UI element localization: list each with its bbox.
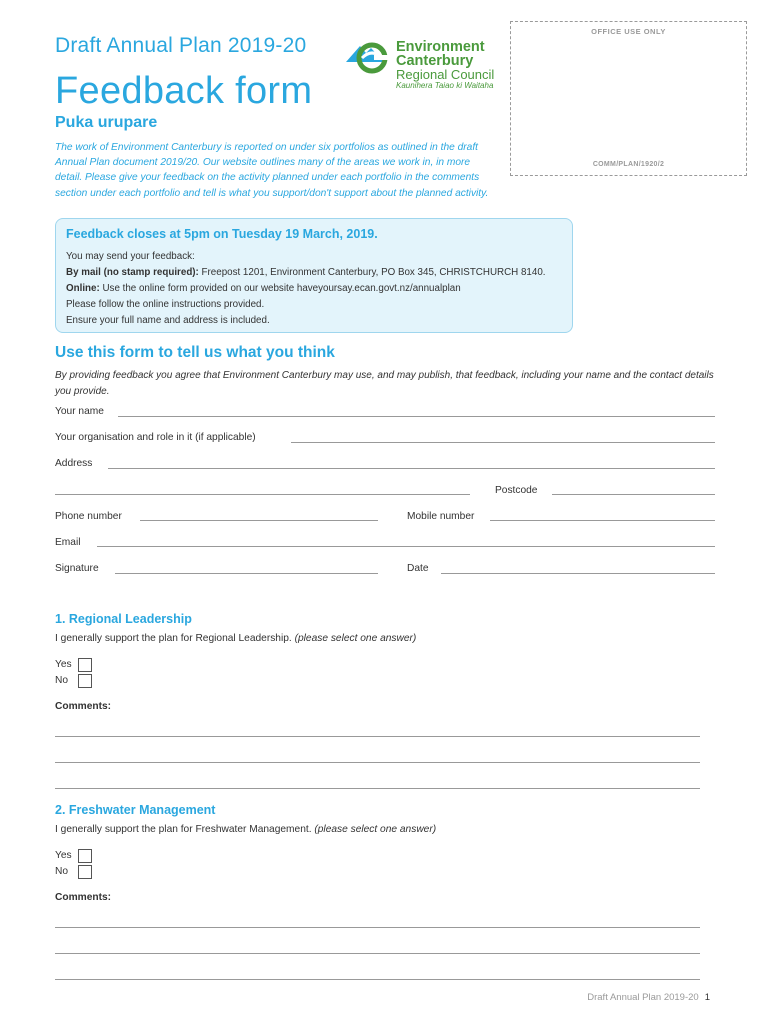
logo-text-line4: Kaunihera Taiao ki Waitaha	[396, 81, 494, 90]
date-label: Date	[407, 563, 429, 574]
no-label: No	[55, 675, 69, 686]
section-regional-leadership-heading: 1. Regional Leadership	[55, 612, 192, 626]
comment-line[interactable]	[55, 788, 700, 789]
online-follow-instructions: Please follow the online instructions provided.	[66, 299, 265, 310]
office-use-box	[510, 21, 747, 176]
postcode-field[interactable]	[552, 494, 715, 495]
comment-line[interactable]	[55, 953, 700, 954]
logo-mark-icon	[344, 38, 394, 74]
signature-label: Signature	[55, 563, 99, 574]
comment-line[interactable]	[55, 736, 700, 737]
section-freshwater-prompt	[55, 824, 436, 835]
regional-leadership-yes-checkbox[interactable]	[78, 658, 92, 672]
ensure-name-note: Ensure your full name and address is included.	[66, 315, 270, 326]
email-field[interactable]	[97, 546, 715, 547]
footer-text: Draft Annual Plan 2019-20	[587, 992, 699, 1003]
freshwater-yes-checkbox[interactable]	[78, 849, 92, 863]
phone-label: Phone number	[55, 511, 122, 522]
logo-text-line2: Canterbury	[396, 53, 474, 69]
comment-line[interactable]	[55, 762, 700, 763]
prompt-hint: (please select one answer)	[294, 633, 417, 644]
page-footer	[587, 992, 710, 1003]
address-field-line2[interactable]	[55, 494, 470, 495]
feedback-deadline: Feedback closes at 5pm on Tuesday 19 March, 2019.	[66, 227, 378, 241]
name-field[interactable]	[118, 416, 715, 417]
comments-label: Comments:	[55, 701, 112, 712]
address-field[interactable]	[108, 468, 715, 469]
prompt-hint: (please select one answer)	[314, 824, 437, 835]
prompt-text: I generally support the plan for Regional Leadership.	[55, 633, 292, 644]
online-instructions	[66, 283, 461, 294]
consent-statement: By providing feedback you agree that Environment Canterbury may use, and may publish, that feedback, including your name and the contact details you provide.	[55, 370, 714, 397]
form-subtitle: Puka urupare	[55, 114, 158, 131]
address-label: Address	[55, 458, 93, 469]
name-label: Your name	[55, 406, 104, 417]
mobile-field[interactable]	[490, 520, 715, 521]
regional-leadership-no-checkbox[interactable]	[78, 674, 92, 688]
intro-paragraph: The work of Environment Canterbury is reported on under six portfolios as outlined in the draft Annual Plan document 2019/20. Our website outlines many of the areas we work in, in more detail. Please give your feedback on the activity planned under each portfolio in the comments section under each portfolio and tell is what you support/don't support about the planned activity.	[55, 142, 489, 199]
feedback-info-box	[55, 218, 573, 333]
email-label: Email	[55, 537, 81, 548]
section-regional-leadership-prompt	[55, 633, 416, 644]
online-label: Online:	[66, 283, 100, 294]
logo-text-line1: Environment	[396, 39, 485, 55]
signature-field[interactable]	[115, 573, 378, 574]
mail-instructions	[66, 267, 546, 278]
mobile-label: Mobile number	[407, 511, 475, 522]
comments-label: Comments:	[55, 892, 112, 903]
organisation-label: Your organisation and role in it (if applicable)	[55, 432, 256, 443]
date-field[interactable]	[441, 573, 715, 574]
logo-text-line3: Regional Council	[396, 67, 495, 82]
phone-field[interactable]	[140, 520, 378, 521]
freshwater-no-checkbox[interactable]	[78, 865, 92, 879]
office-use-title: OFFICE USE ONLY	[591, 27, 666, 36]
online-text: Use the online form provided on our website haveyoursay.ecan.govt.nz/annualplan	[99, 283, 461, 294]
page-number: 1	[704, 992, 710, 1003]
ecan-logo	[344, 38, 504, 92]
plan-title: Draft Annual Plan 2019-20	[55, 34, 307, 57]
form-heading: Use this form to tell us what you think	[55, 344, 335, 361]
mail-text: Freepost 1201, Environment Canterbury, PO Box 345, CHRISTCHURCH 8140.	[198, 267, 546, 278]
form-title: Feedback form	[55, 70, 313, 112]
yes-label: Yes	[55, 850, 72, 861]
mail-label: By mail (no stamp required):	[66, 267, 199, 278]
no-label: No	[55, 866, 69, 877]
organisation-field[interactable]	[291, 442, 715, 443]
section-freshwater-heading: 2. Freshwater Management	[55, 803, 216, 817]
comment-line[interactable]	[55, 927, 700, 928]
comment-line[interactable]	[55, 979, 700, 980]
send-intro: You may send your feedback:	[66, 251, 195, 262]
office-reference: COMM/PLAN/1920/2	[592, 161, 665, 168]
postcode-label: Postcode	[495, 485, 538, 496]
prompt-text: I generally support the plan for Freshwater Management.	[55, 824, 312, 835]
yes-label: Yes	[55, 659, 72, 670]
